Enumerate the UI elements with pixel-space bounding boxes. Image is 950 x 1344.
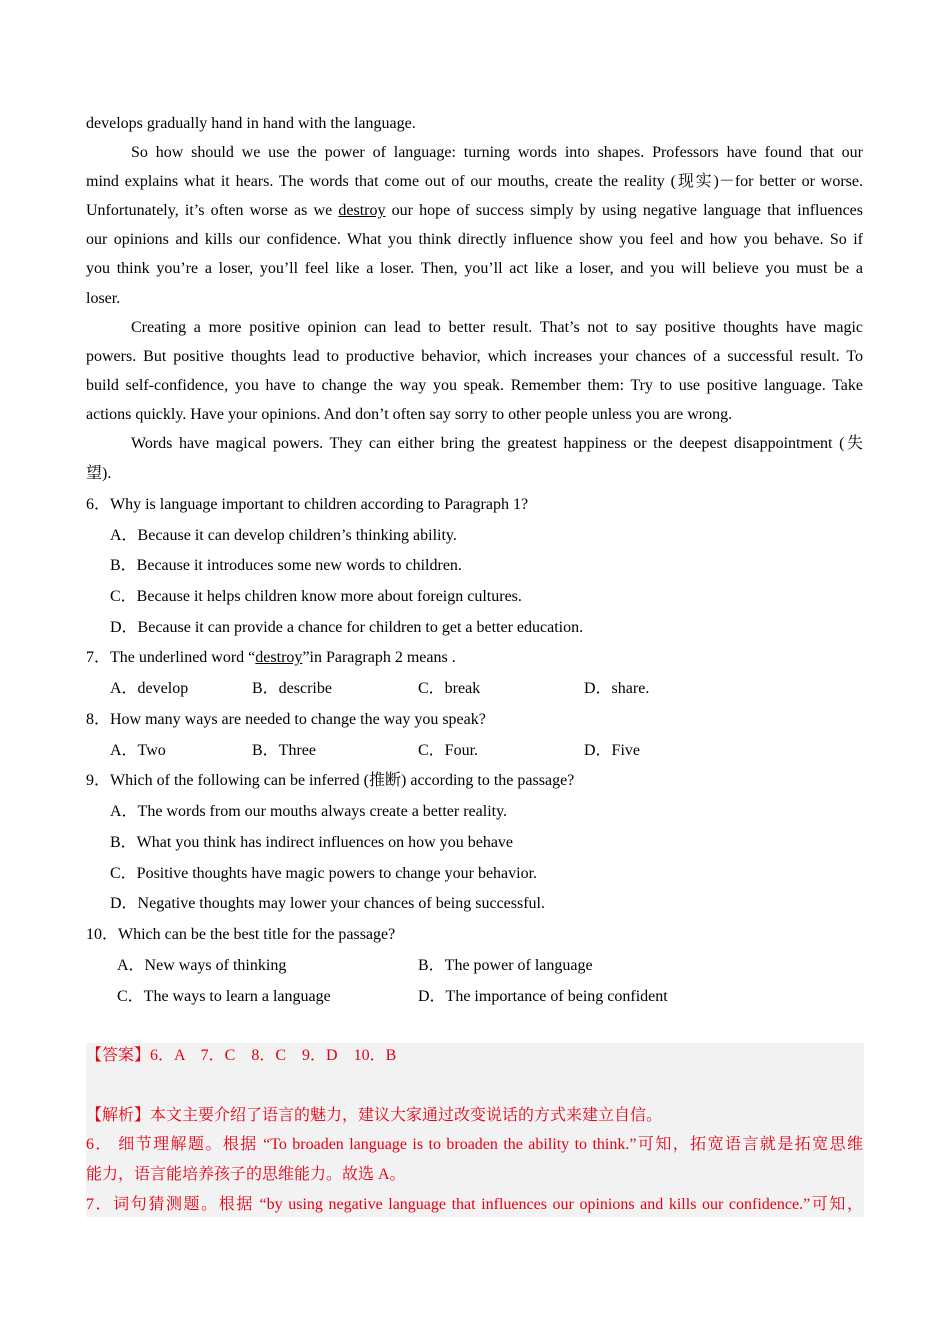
p2-line3-prefix: Unfortunately, it’s often worse as we xyxy=(86,202,333,219)
answer-key: 【答案】6．A 7．C 8．C 9．D 10．B xyxy=(86,1047,397,1064)
passage-p4-line1: Words have magical powers. They can either bring the greatest happiness or the deepest disappointment (失 xyxy=(131,435,863,452)
question-8-option-a: A．Two xyxy=(110,742,166,759)
question-6-option-a: A．Because it can develop children’s thinking ability. xyxy=(110,527,457,544)
p2-line3-rest: our hope of success simply by using negative language that influences xyxy=(391,202,864,219)
passage-paragraph1-end: develops gradually hand in hand with the language. xyxy=(86,115,416,132)
question-10-option-b: B．The power of language xyxy=(418,957,593,974)
q7-underlined-word: destroy xyxy=(255,649,303,666)
question-6-option-d: D．Because it can provide a chance for children to get a better education. xyxy=(110,619,584,636)
explanation-6-line1: 6． 细节理解题。根据 “To broaden language is to broaden the ability to think.”可知，拓宽语言就是拓宽思维 xyxy=(86,1136,863,1153)
q7-stem-suffix: ”in Paragraph 2 means . xyxy=(302,649,456,666)
passage-p3-line4: actions quickly. Have your opinions. And don’t often say sorry to other people unless you are wrong. xyxy=(86,406,733,423)
question-8-stem: 8．How many ways are needed to change the way you speak? xyxy=(86,711,486,728)
q7-stem-prefix: 7．The underlined word “ xyxy=(86,649,256,666)
question-8-option-d: D．Five xyxy=(584,742,641,759)
passage-p2-line1: So how should we use the power of language: turning words into shapes. Professors have found that our xyxy=(131,144,863,161)
passage-p3-line1: Creating a more positive opinion can lead to better result. That’s not to say positive thoughts have magic xyxy=(131,319,863,336)
explanation-7-line1: 7．词句猜测题。根据 “by using negative language that influences our opinions and kills our confidence.”可知， xyxy=(86,1196,863,1213)
question-10-option-c: C．The ways to learn a language xyxy=(117,988,331,1005)
question-9-option-b: B．What you think has indirect influences on how you behave xyxy=(110,834,514,851)
question-8-option-c: C．Four. xyxy=(418,742,479,759)
question-6-option-b: B．Because it introduces some new words to children. xyxy=(110,557,462,574)
question-8-option-b: B．Three xyxy=(252,742,316,759)
question-7-option-c: C．break xyxy=(418,680,481,697)
question-10-option-a: A．New ways of thinking xyxy=(117,957,287,974)
passage-p2-line4: our opinions and kills our confidence. What you think directly influence show you feel and how you behave. So if xyxy=(86,231,863,248)
question-7-stem xyxy=(86,647,456,669)
question-7-option-b: B．describe xyxy=(252,680,332,697)
passage-p2-line3 xyxy=(86,200,863,222)
answer-panel xyxy=(86,1043,864,1217)
question-7-option-a: A．develop xyxy=(110,680,189,697)
question-9-option-a: A．The words from our mouths always create a better reality. xyxy=(110,803,508,820)
question-10-stem: 10．Which can be the best title for the passage? xyxy=(86,926,396,943)
question-10-option-d: D．The importance of being confident xyxy=(418,988,668,1005)
question-9-option-d: D．Negative thoughts may lower your chances of being successful. xyxy=(110,895,545,912)
question-6-stem: 6．Why is language important to children according to Paragraph 1? xyxy=(86,496,529,513)
passage-p3-line3: build self-confidence, you have to change the way you speak. Remember them: Try to use positive language. Take xyxy=(86,377,863,394)
passage-p3-line2: powers. But positive thoughts lead to productive behavior, which increases your chances of a successful result. To xyxy=(86,348,863,365)
question-9-option-c: C．Positive thoughts have magic powers to change your behavior. xyxy=(110,865,538,882)
question-6-option-c: C．Because it helps children know more about foreign cultures. xyxy=(110,588,522,605)
underlined-word-destroy: destroy xyxy=(338,202,386,219)
passage-p2-line5: you think you’re a loser, you’ll feel like a loser. Then, you’ll act like a loser, and you will believe you must be a xyxy=(86,260,863,277)
passage-p4-line2: 望). xyxy=(86,465,112,482)
analysis-summary: 【解析】本文主要介绍了语言的魅力，建议大家通过改变说话的方式来建立自信。 xyxy=(86,1107,663,1124)
passage-p2-line2: mind explains what it hears. The words that come out of our mouths, create the reality (现实)－for better or worse. xyxy=(86,173,863,190)
question-7-option-d: D．share. xyxy=(584,680,650,697)
passage-p2-line6: loser. xyxy=(86,290,121,307)
explanation-6-line2: 能力，语言能培养孩子的思维能力。故选 A。 xyxy=(86,1166,406,1183)
question-9-stem: 9．Which of the following can be inferred (推断) according to the passage? xyxy=(86,772,575,789)
